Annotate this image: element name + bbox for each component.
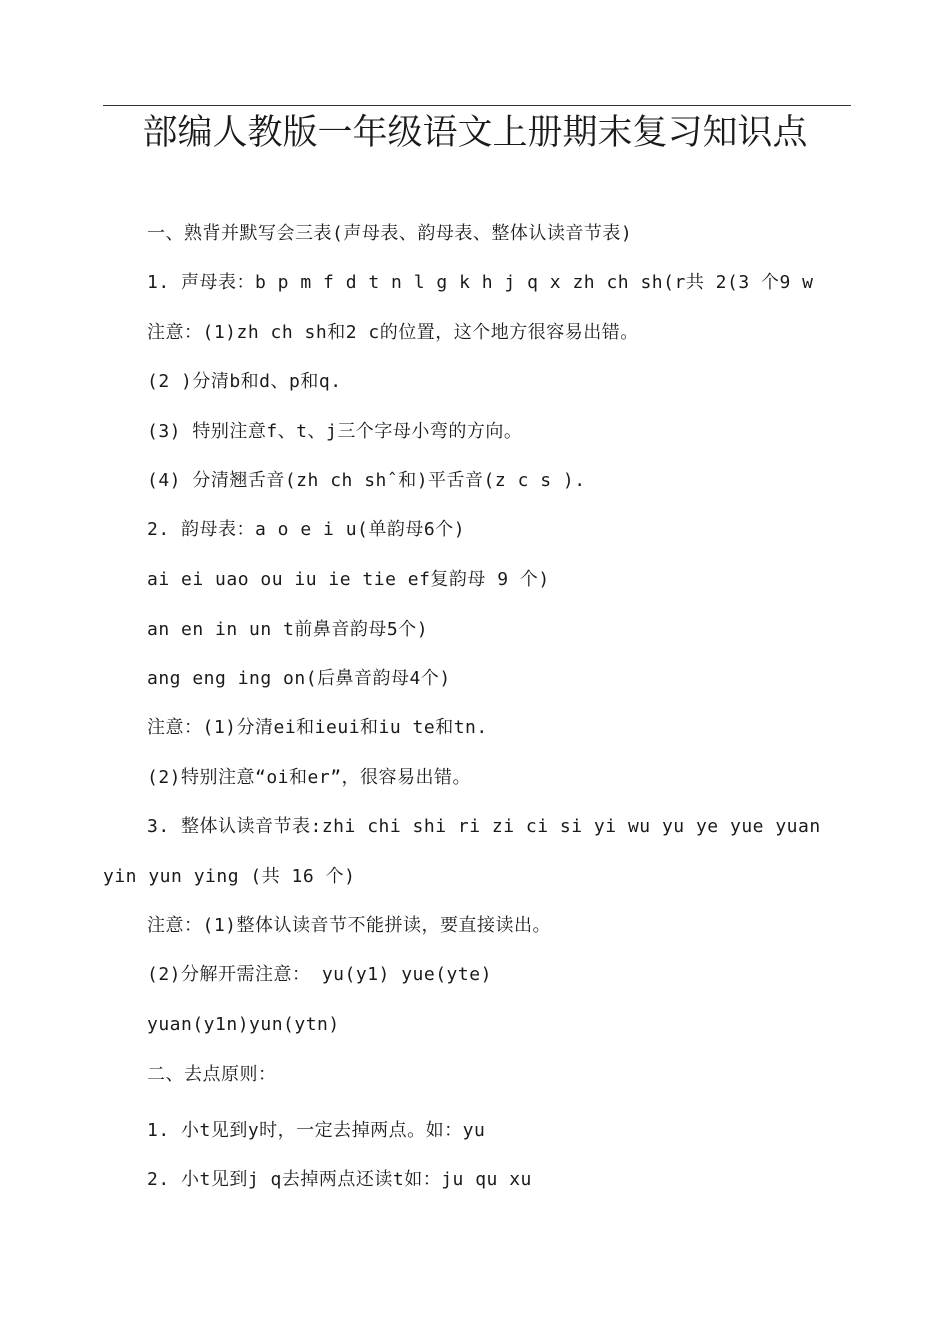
text-line: 2. 小t见到j q去掉两点还读t如：ju qu xu — [147, 1169, 532, 1190]
section-heading-two: 二、去点原则： — [147, 1064, 277, 1085]
header-rule — [103, 105, 851, 106]
text-line: 注意：(1)整体认读音节不能拼读，要直接读出。 — [147, 915, 552, 936]
text-line: yin yun ying (共 16 个) — [103, 866, 356, 887]
text-line: (4) 分清翘舌音(zh ch shˆ和)平舌音(z c s ). — [147, 470, 586, 491]
text-line: 注意：(1)分清ei和ieui和iu te和tn. — [147, 717, 488, 738]
page-title: 部编人教版一年级语文上册期末复习知识点 — [142, 113, 808, 153]
text-line: 1. 声母表：b p m f d t n l g k h j q x zh ch sh(r共 2(3 个9 w — [147, 272, 814, 293]
text-line: an en in un t前鼻音韵母5个) — [147, 619, 429, 640]
text-line: 注意：(1)zh ch sh和2 c的位置，这个地方很容易出错。 — [147, 322, 639, 343]
text-line: (3) 特别注意f、t、j三个字母小弯的方向。 — [147, 421, 523, 442]
text-line: (2)特别注意“oi和er”，很容易出错。 — [147, 767, 472, 788]
text-line: ang eng ing on(后鼻音韵母4个) — [147, 668, 451, 689]
text-line: (2 )分清b和d、p和q. — [147, 371, 342, 392]
section-heading-one: 一、熟背并默写会三表(声母表、韵母表、整体认读音节表) — [147, 223, 633, 244]
text-line: ai ei uao ou iu ie tie ef复韵母 9 个) — [147, 569, 550, 590]
text-line: 1. 小t见到y时，一定去掉两点。如：yu — [147, 1120, 486, 1141]
text-line: (2)分解开需注意： yu(y1) yue(yte) — [147, 964, 492, 985]
text-line: 2. 韵母表：a o e i u(单韵母6个) — [147, 519, 466, 540]
text-line: yuan(y1n)yun(ytn) — [147, 1014, 340, 1035]
text-line: 3. 整体认读音节表:zhi chi shi ri zi ci si yi wu yu ye yue yuan — [147, 816, 821, 837]
